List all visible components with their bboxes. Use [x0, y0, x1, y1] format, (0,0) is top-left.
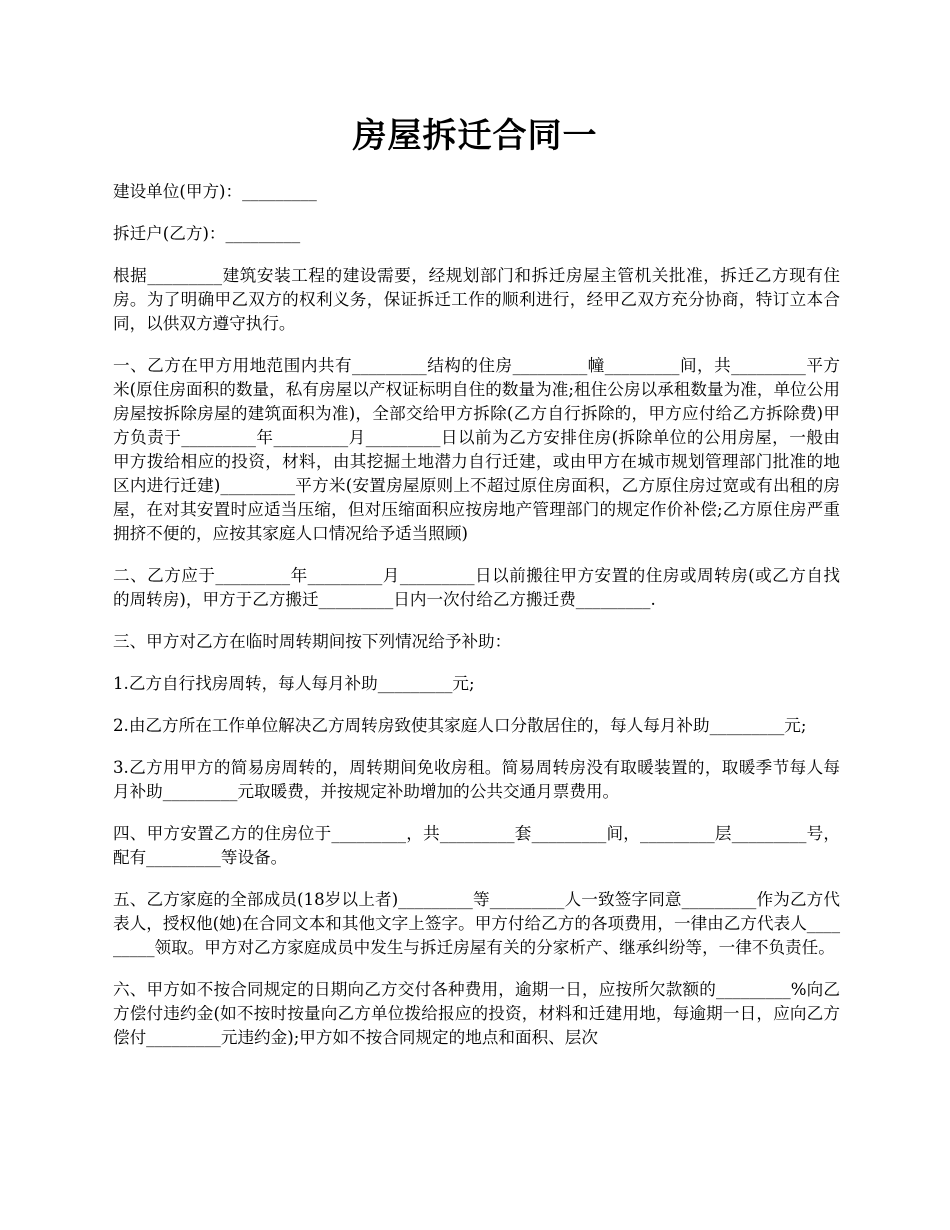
clause-3-item-2: 2.由乙方所在工作单位解决乙方周转房致使其家庭人口分散居住的，每人每月补助_________元; — [113, 716, 807, 735]
document-body — [113, 180, 840, 1068]
clause-5-paragraph: 五、乙方家庭的全部成员(18岁以上者)_________等_________人一致签字同意_________作为乙方代表人，授权他(她)在合同文本和其他文字上签字。甲方付给乙方的各项费用，一律由乙方代表人_________领取。甲方对乙方家庭成员中发生与拆迁房屋有关的分家析产、继承纠纷等，一律不负责任。 — [113, 890, 840, 957]
document-title: 房屋拆迁合同一 — [352, 116, 598, 156]
clause-3-item-3: 3.乙方用甲方的简易房周转的，周转期间免收房租。简易周转房没有取暖装置的，取暖季节每人每月补助_________元取暖费，并按规定补助增加的公共交通月票费用。 — [113, 758, 840, 801]
clause-4-paragraph: 四、甲方安置乙方的住房位于_________，共_________套_________间，_________层_________号，配有_________等设备。 — [113, 824, 840, 867]
clause-2-paragraph: 二、乙方应于_________年_________月_________日以前搬往甲方安置的住房或周转房(或乙方自找的周转房)，甲方于乙方搬迁_________日内一次付给乙方搬迁费_________. — [113, 566, 840, 609]
preamble-paragraph: 根据_________建筑安装工程的建设需要，经规划部门和拆迁房屋主管机关批准，拆迁乙方现有住房。为了明确甲乙双方的权利义务，保证拆迁工作的顺利进行，经甲乙双方充分协商，特订立本合同，以供双方遵守执行。 — [113, 266, 840, 333]
clause-3-item-1: 1.乙方自行找房周转，每人每月补助_________元; — [113, 674, 475, 693]
party-b-line: 拆迁户(乙方)：_________ — [113, 224, 301, 243]
clause-6-paragraph: 六、甲方如不按合同规定的日期向乙方交付各种费用，逾期一日，应按所欠款额的_________%向乙方偿付违约金(如不按时按量向乙方单位拨给报应的投资，材料和迁建用地，每逾期一日，应向乙方偿付_________元违约金);甲方如不按合同规定的地点和面积、层次 — [113, 980, 840, 1047]
clause-1-paragraph: 一、乙方在甲方用地范围内共有_________结构的住房_________幢_________间，共_________平方米(原住房面积的数量，私有房屋以产权证标明自住的数量为准;租住公房以承租数量为准，单位公用房屋按拆除房屋的建筑面积为准)，全部交给甲方拆除(乙方自行拆除的，甲方应付给乙方拆除费)甲方负责于_________年_________月_________日以前为乙方安排住房(拆除单位的公用房屋，一般由甲方拨给相应的投资，材料，由其挖掘土地潜力自行迁建，或由甲方在城市规划管理部门批准的地区内进行迁建)_________平方米(安置房屋原则上不超过原住房面积，乙方原住房过宽或有出租的房屋，在对其安置时应适当压缩，但对压缩面积应按房地产管理部门的规定作价补偿;乙方原住房严重拥挤不便的，应按其家庭人口情况给予适当照顾) — [113, 356, 840, 543]
clause-3-paragraph: 三、甲方对乙方在临时周转期间按下列情况给予补助： — [113, 632, 512, 651]
party-a-line: 建设单位(甲方)：_________ — [113, 182, 317, 201]
